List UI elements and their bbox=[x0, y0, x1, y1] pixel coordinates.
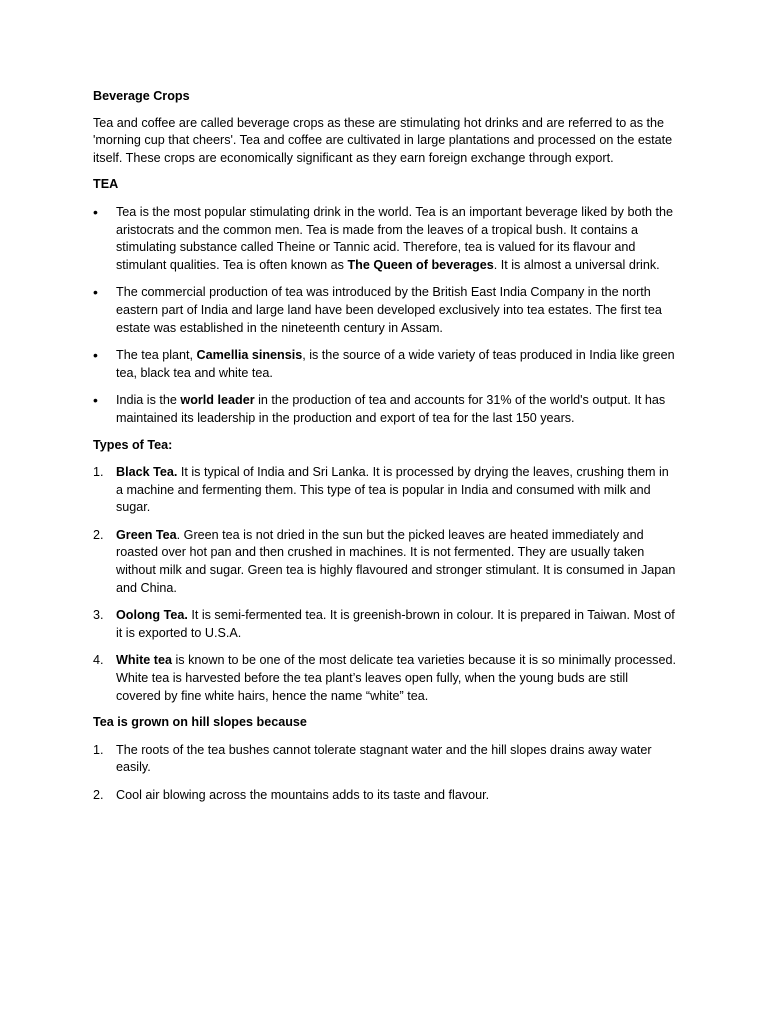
list-number: 2. bbox=[93, 788, 104, 802]
document-title: Beverage Crops bbox=[93, 89, 190, 103]
list-number: 1. bbox=[93, 465, 104, 480]
list-item: 2. Green Tea. Green tea is not dried in the sun but the picked leaves are heated immediately and roasted over hot pan and then crushed in machines. It is not fermented. They are usually taken without milk and sugar. Green tea is highly flavoured and stronger stimulant. It is consumed in Japan and China. bbox=[93, 527, 676, 595]
list-item: • India is the world leader in the production of tea and accounts for 31% of the world's output. It has maintained its leadership in the production and export of tea for the last 150 years. bbox=[93, 392, 666, 425]
list-number: 4. bbox=[93, 653, 104, 668]
bullet-marker: • bbox=[93, 392, 98, 409]
list-item: 1. The roots of the tea bushes cannot tolerate stagnant water and the hill slopes drains away water easily. bbox=[93, 742, 652, 775]
intro-paragraph: Tea and coffee are called beverage crops as these are stimulating hot drinks and are referred to as the 'morning cup that cheers'. Tea and coffee are cultivated in large plantations and processed on the estate itself. These crops are economically significant as they earn foreign exchange through export. bbox=[93, 115, 673, 165]
list-item: 4. White tea is known to be one of the most delicate tea varieties because it is so minimally processed. White tea is harvested before the tea plant’s leaves open fully, when the young buds are still covered by fine white hairs, hence the name “white” tea. bbox=[93, 653, 676, 703]
list-item: 2. Cool air blowing across the mountains adds to its taste and flavour. bbox=[93, 787, 676, 805]
bullet-marker: • bbox=[93, 347, 98, 364]
hill-reasons-list bbox=[93, 742, 676, 805]
list-number: 1. bbox=[93, 742, 104, 757]
list-item: 3. Oolong Tea. It is semi-fermented tea. It is greenish-brown in colour. It is prepared in Taiwan. Most of it is exported to U.S.A. bbox=[93, 608, 675, 640]
list-item: • The tea plant, Camellia sinensis, is the source of a wide variety of teas produced in India like green tea, black tea and white tea. bbox=[93, 347, 675, 380]
list-item: 1. Black Tea. It is typical of India and Sri Lanka. It is processed by drying the leaves, crushing them in a machine and fermenting them. This type of tea is popular in India and consumed with milk and sugar. bbox=[93, 465, 669, 515]
list-number: 3. bbox=[93, 608, 104, 623]
bullet-marker: • bbox=[93, 203, 98, 220]
list-number: 2. bbox=[93, 527, 104, 542]
types-heading: Types of Tea: bbox=[93, 437, 173, 452]
list-item: • The commercial production of tea was introduced by the British East India Company in the north eastern part of India and large land have been developed exclusively into tea estates. The first tea estate was established in the nineteenth century in Assam. bbox=[93, 284, 662, 335]
list-item: • Tea is the most popular stimulating drink in the world. Tea is an important beverage liked by both the aristocrats and the common men. Tea is made from the leaves of a tropical bush. It contains a stimulating substance called Theine or Tannic acid. Therefore, tea is valued for its flavour and stimulant qualities. Tea is often known as The Queen of beverages. It is almost a universal drink. bbox=[93, 203, 673, 272]
tea-types-list bbox=[93, 464, 676, 705]
hills-heading: Tea is grown on hill slopes because bbox=[93, 715, 307, 730]
bullet-marker: • bbox=[93, 284, 98, 301]
tea-points-list bbox=[93, 204, 676, 428]
tea-heading: TEA bbox=[93, 177, 119, 192]
